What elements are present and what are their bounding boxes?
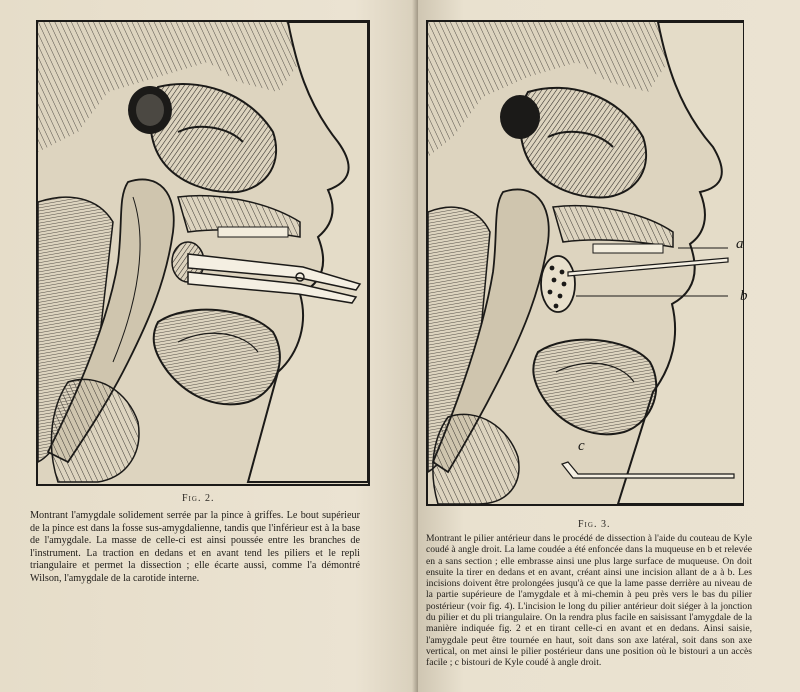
figure-2-engraving bbox=[36, 20, 370, 486]
right-page bbox=[418, 0, 800, 692]
head-section-illustration bbox=[38, 22, 368, 484]
label-b: b bbox=[740, 288, 748, 304]
figure-3-letter-c bbox=[568, 430, 608, 460]
figure-3-caption bbox=[426, 533, 752, 669]
figure-2-caption-text: Montrant l'amygdale solidement serrée par la pince à griffes. Le bout supérieur de la pince est dans la fosse sus-amygdalienne, tandis que l'inférieur est à la base de l'amygdale. La masse de celle-ci est ainsi poussée entre les branches de l'instrument. La traction en dedans et en avant tend les piliers et le repli triangulaire et permet la dissection ; elle écarte aussi, comme l'a démontré Wilson, l'amygdale de la carotide interne. bbox=[30, 510, 360, 584]
label-a: a bbox=[736, 236, 744, 252]
figure-3-letter-labels bbox=[718, 230, 798, 490]
figure-3-caption-text: Montrant le pilier antérieur dans le procédé de dissection à l'aide du couteau de Kyle coudé à angle droit. La lame coudée a été enfoncée dans la muqueuse en b et relevée en a sans section ; elle embrasse ainsi une plus large surface de muqueuse. On doit ensuite la tirer en dedans et en avant, créant ainsi une incision allant de a à b. Les incisions doivent être prolongées jusqu'à ce que la lame passe derrière au niveau de la partie supérieure de l'amygdale et à mi-chemin à peu près vers le bas du pilier postérieur (voir fig. 4). L'incision le long du pilier antérieur doit siéger à la jonction du pilier et du pli triangulaire. On la rendra plus facile en saisissant l'amygdale de la manière indiquée fig. 2 et en tirant celle-ci en avant et en dedans. Ainsi saisie, l'amygdale peut être tournée en haut, soit dans son axe latéral, soit dans son axe vertical, on met ainsi le pilier postérieur dans une position où le bistouri a un accès facile ; c bistouri de Kyle coudé à angle droit. bbox=[426, 533, 752, 669]
figure-3-label: Fig. 3. bbox=[578, 519, 611, 530]
figure-2-label: Fig. 2. bbox=[182, 493, 215, 504]
figure-2-caption bbox=[30, 510, 360, 586]
label-c: c bbox=[578, 438, 585, 454]
